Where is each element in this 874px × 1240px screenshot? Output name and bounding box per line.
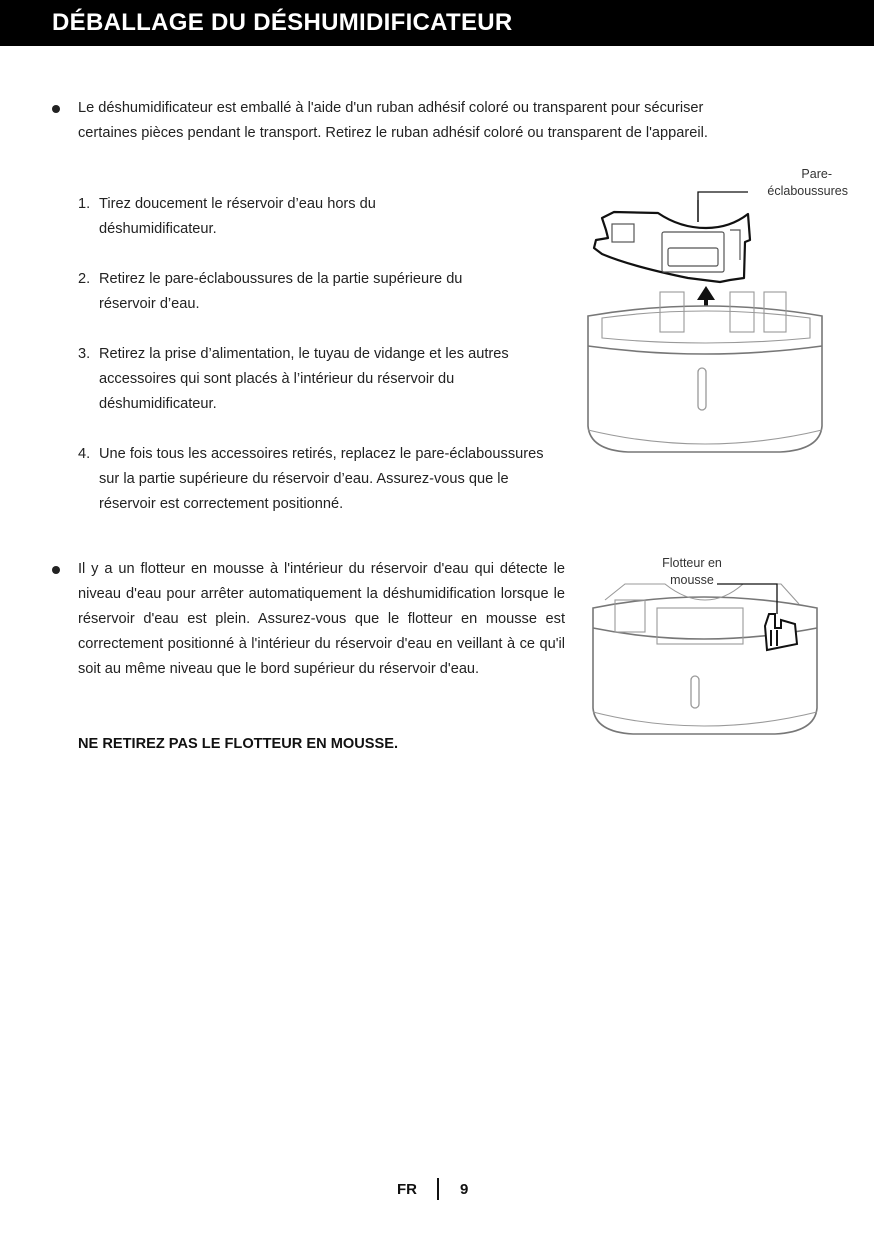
step-item: [78, 442, 553, 517]
bullet-float: [52, 566, 60, 574]
step-text: Retirez la prise d’alimentation, le tuyau de vidange et les autres accessoires qui sont placés à l’intérieur du réservoir du déshumidificateur.: [99, 346, 509, 412]
splash-guard-label: [744, 166, 854, 200]
footer-separator: [437, 1178, 439, 1200]
step-number: 1.: [78, 196, 91, 212]
float-paragraph: Il y a un flotteur en mousse à l'intérieur du réservoir d'eau qui détecte le niveau d'eau pour arrêter automatiquement la déshumidification lorsque le réservoir d'eau est plein. Assurez-vous que le flotteur en mousse est correctement positionné à l'intérieur du réservoir d'eau en veillant à ce qu'il soit au même niveau que le bord supérieur du réservoir d'eau.: [78, 561, 565, 677]
step-text: Retirez le pare-éclaboussures de la partie supérieure du réservoir d’eau.: [99, 271, 463, 312]
tank-splash-guard-figure: [580, 200, 830, 460]
splash-callout-line: [690, 186, 750, 226]
header-bar: [0, 0, 874, 46]
warning-text: NE RETIREZ PAS LE FLOTTEUR EN MOUSSE.: [78, 736, 399, 752]
float-label-line1: Flotteur en: [662, 556, 722, 570]
step-number: 3.: [78, 346, 91, 362]
intro-line-1: Le déshumidificateur est emballé à l'aide d'un ruban adhésif coloré ou transparent pour sécuriser: [78, 100, 704, 116]
footer: [0, 1178, 874, 1202]
bullet-intro: [52, 105, 60, 113]
intro-line-2: certaines pièces pendant le transport. Retirez le ruban adhésif coloré ou transparent de l'appareil.: [78, 125, 708, 141]
step-text: Tirez doucement le réservoir d’eau hors du déshumidificateur.: [99, 196, 376, 237]
steps-list: [78, 192, 558, 542]
tank-float-figure: [585, 580, 825, 740]
footer-language: FR: [397, 1181, 417, 1198]
water-tank-icon: [593, 584, 817, 734]
step-text: Une fois tous les accessoires retirés, replacez le pare-éclaboussures sur la partie supérieure du réservoir d’eau. Assurez-vous que le réservoir est correctement positionné.: [99, 446, 544, 512]
page-number: 9: [460, 1181, 469, 1198]
step-item: [78, 192, 438, 242]
float-label-line2: mousse: [670, 573, 714, 587]
step-item: [78, 267, 508, 317]
page-title: DÉBALLAGE DU DÉSHUMIDIFICATEUR: [52, 9, 513, 36]
step-number: 4.: [78, 446, 91, 462]
splash-guard-label-line2: éclaboussures: [767, 184, 848, 198]
step-item: [78, 342, 556, 417]
water-tank-icon: [588, 292, 822, 452]
step-number: 2.: [78, 271, 91, 287]
splash-guard-label-line1: Pare-: [801, 167, 832, 181]
float-label: [648, 555, 736, 589]
